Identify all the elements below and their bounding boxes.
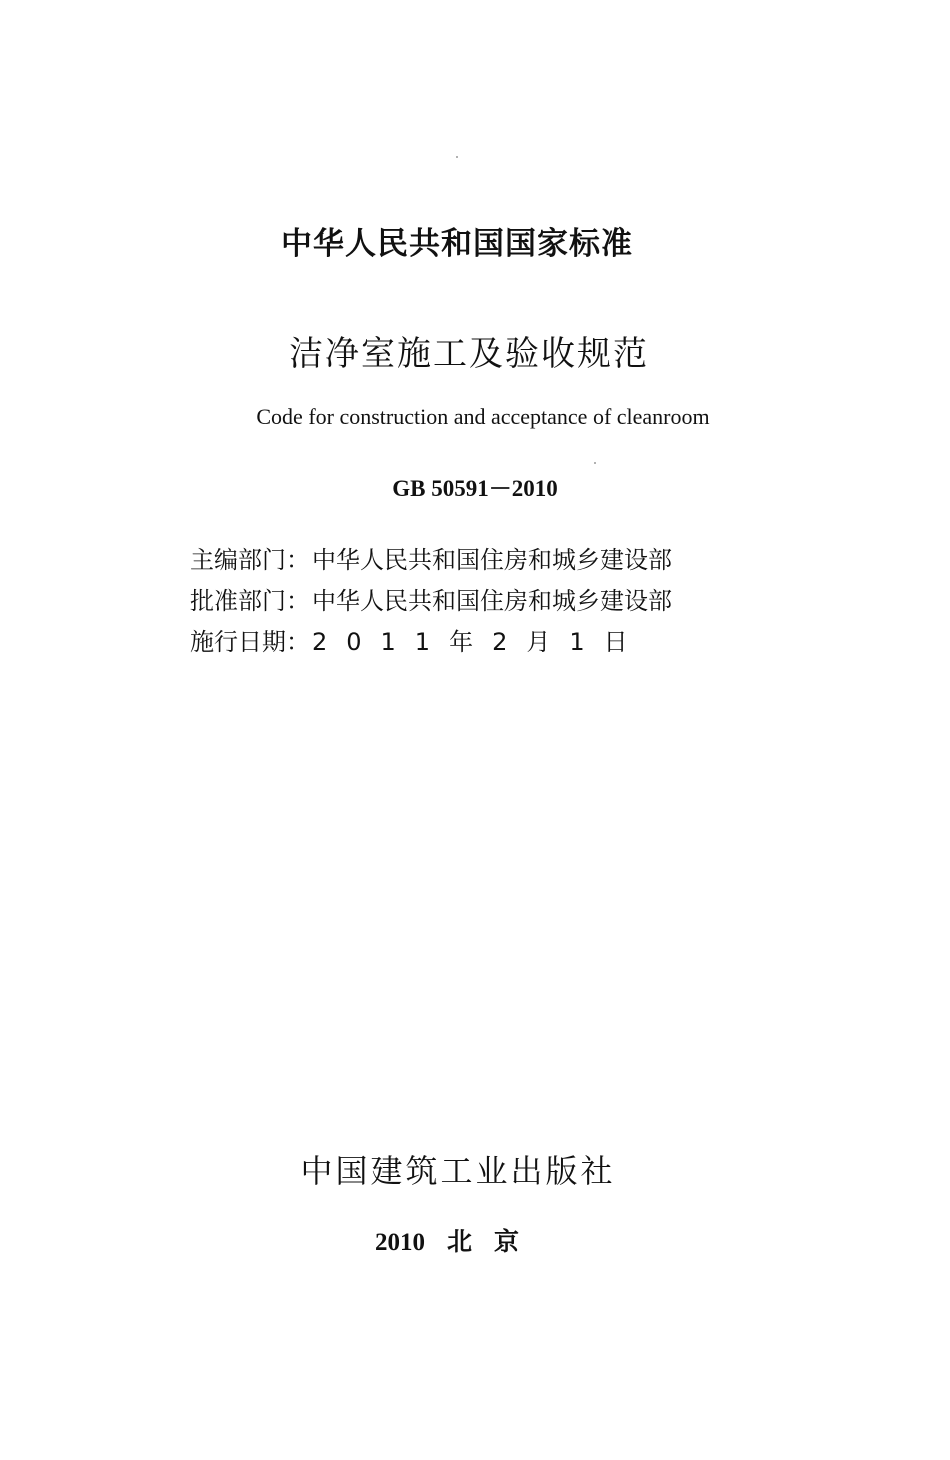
issuance-info xyxy=(190,540,750,663)
document-title-chinese: 洁净室施工及验收规范 xyxy=(289,334,649,374)
publication-place: 北京 xyxy=(446,1227,541,1256)
standard-series: 中华人民共和国国家标准 xyxy=(281,226,633,262)
approver-label: 批准部门： xyxy=(190,587,310,615)
publication-year: 2010 xyxy=(374,1229,425,1256)
editor-value: 中华人民共和国住房和城乡建设部 xyxy=(312,546,672,574)
standard-number: GB 50591－2010 xyxy=(392,476,558,501)
effective-date-label: 施行日期： xyxy=(190,628,310,656)
approver-value: 中华人民共和国住房和城乡建设部 xyxy=(312,587,672,615)
approver-row xyxy=(190,581,750,622)
document-title-english: Code for construction and acceptance of cleanroom xyxy=(256,404,710,429)
scan-speck xyxy=(456,156,458,158)
scan-speck xyxy=(594,462,596,464)
editor-row xyxy=(190,540,750,581)
publisher-name: 中国建筑工业出版社 xyxy=(300,1152,616,1190)
editor-label: 主编部门： xyxy=(190,546,310,574)
effective-date-value: 2011年2月1日 xyxy=(312,628,647,656)
effective-date-row xyxy=(190,622,750,663)
publication-year-place xyxy=(0,1222,933,1258)
